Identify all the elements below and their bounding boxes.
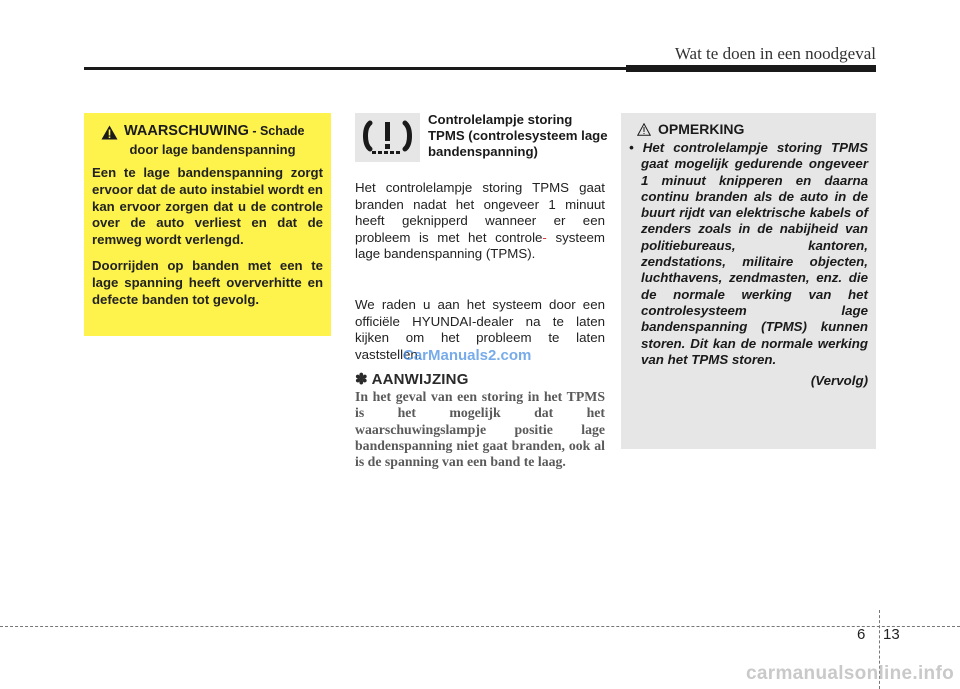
caution-triangle-icon <box>637 123 651 136</box>
tpms-paragraph-2: We raden u aan het systeem door een officiële HYUNDAI-dealer na te laten kijken om het probleem te laten vaststellen. <box>355 297 605 362</box>
warning-title-suffix: - Schade <box>248 124 305 138</box>
tpms-hyphen: - <box>542 229 547 245</box>
aanwijzing-text: In het geval van een storing in het TPMS is het mogelijk dat het waarschuwingslampje positie lage bandenspanning niet gaat branden, ook al is de spanning van een band te laag. <box>355 389 605 470</box>
warning-paragraph: Doorrijden op banden met een te lage spanning heeft oververhitte en defecte banden tot gevolg. <box>92 257 323 307</box>
tpms-warning-icon <box>355 113 420 162</box>
chapter-number: 6 <box>857 626 866 643</box>
header-rule-accent <box>626 65 876 72</box>
warning-subtitle: door lage bandenspanning <box>129 142 296 157</box>
carmanuals-watermark: CarManuals2.com <box>403 347 532 364</box>
tpms-paragraph-1-text-a: Het controlelampje storing TPMS gaat branden nadat het ongeveer 1 minuut heeft geknipperd wanneer er een probleem is met het controle <box>355 180 605 245</box>
site-watermark: carmanualsonline.info <box>746 663 954 684</box>
tpms-heading: Controlelampje storing TPMS (controlesysteem lage bandenspanning) <box>428 112 608 159</box>
note-title: OPMERKING <box>658 121 745 137</box>
note-body <box>629 140 868 368</box>
section-title: Wat te doen in een noodgeval <box>674 44 876 63</box>
note-bullet: • <box>629 140 643 155</box>
warning-header <box>92 123 323 140</box>
aanwijzing-heading: ✽ AANWIJZING <box>355 371 469 388</box>
note-header <box>637 121 868 137</box>
note-box <box>621 113 876 449</box>
warning-title <box>124 123 304 139</box>
warning-box <box>84 113 331 336</box>
footer-rule <box>0 626 960 627</box>
page-number: 13 <box>883 626 900 643</box>
note-continued: (Vervolg) <box>810 373 868 389</box>
note-text: Het controlelampje storing TPMS gaat mogelijk gedurende ongeveer 1 minuut knipperen en daarna continu branden als de auto in de buurt rijdt van elektrische kabels of zenders zoals in de nabijheid van politiebureaus, kantoren, zendstations, militaire objecten, luchthavens, zendmasten, enz. die de normale werking van het controlesysteem lage bandenspanning (TPMS) kunnen storen. Dit kan de normale werking van het TPMS storen. <box>641 140 868 367</box>
warning-triangle-icon <box>101 125 118 140</box>
tpms-paragraph-1-text-b: systeem lage bandenspanning (TPMS). <box>355 229 605 262</box>
warning-title-main: WAARSCHUWING <box>124 123 249 139</box>
warning-paragraph: Een te lage bandenspanning zorgt ervoor dat de auto instabiel wordt en kan ervoor zorgen dat u de controle over de auto verliest en dat de remweg wordt verlengd. <box>92 165 323 248</box>
tpms-paragraph-1 <box>355 180 605 263</box>
